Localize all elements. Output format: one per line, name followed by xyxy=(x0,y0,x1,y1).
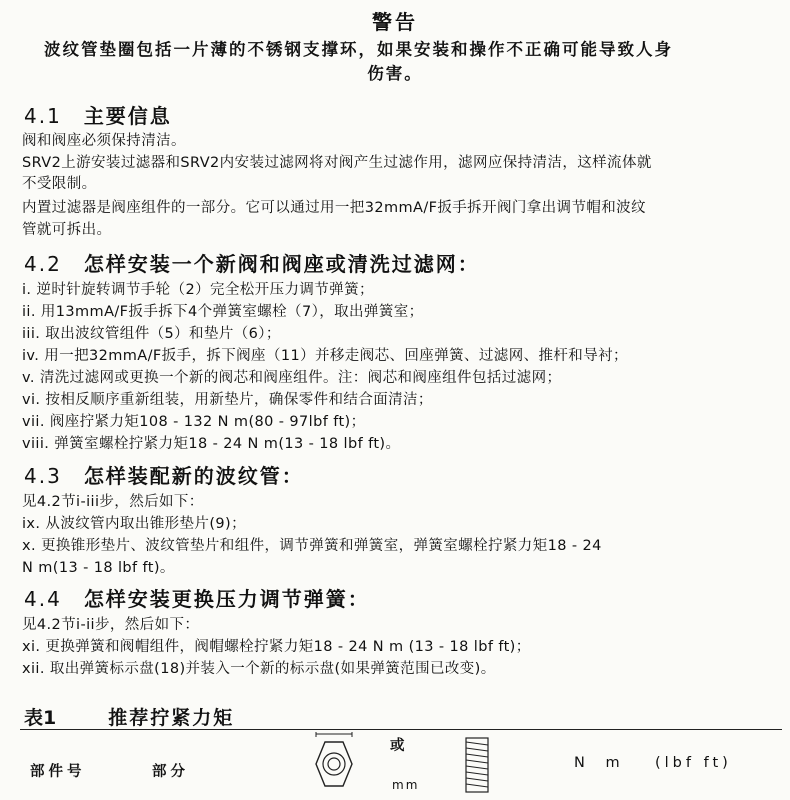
section-4-2-step: viii. 弹簧室螺栓拧紧力矩18 - 24 N m(13 - 18 lbf ft)。 xyxy=(22,436,401,452)
section-4-2-step: iii. 取出波纹管组件（5）和垫片（6）； xyxy=(22,326,281,342)
hex-nut-icon xyxy=(312,732,356,792)
section-4-3-line: 见4.2节i-iii步，然后如下： xyxy=(22,494,204,510)
column-header-nm: N m xyxy=(574,755,628,771)
section-4-4-line: 见4.2节i-ii步，然后如下： xyxy=(22,617,200,633)
table-name: 推荐拧紧力矩 xyxy=(108,707,235,729)
section-title: 主要信息 xyxy=(83,104,172,128)
section-number: 4.1 xyxy=(24,104,62,128)
section-4-2-step: iv. 用一把32mmA/F扳手，拆下阀座（11）并移走阀芯、回座弹簧、过滤网、推杆和导衬； xyxy=(22,348,628,364)
section-number: 4.3 xyxy=(24,464,62,488)
section-4-2-step: v. 清洗过滤网或更换一个新的阀芯和阀座组件。注：阀芯和阀座组件包括过滤网； xyxy=(22,370,562,386)
section-4-1-line: 内置过滤器是阀座组件的一部分。它可以通过用一把32mmA/F扳手拆开阀门拿出调节帽和波纹 xyxy=(22,200,646,216)
column-header-part: 部分 xyxy=(152,764,189,780)
section-4-1-line: SRV2上游安装过滤器和SRV2内安装过滤网将对阀产生过滤作用，滤网应保持清洁，这样流体就 xyxy=(22,155,652,171)
section-heading-4-1 xyxy=(24,100,172,129)
table-title xyxy=(24,703,234,730)
section-4-4-line: xii. 取出弹簧标示盘(18)并装入一个新的标示盘(如果弹簧范围已改变)。 xyxy=(22,661,496,677)
section-number: 4.4 xyxy=(24,587,62,611)
section-4-2-step: vii. 阀座拧紧力矩108 - 132 N m(80 - 97lbf ft)； xyxy=(22,414,366,430)
warning-text-line-2: 伤害。 xyxy=(367,64,423,83)
section-number: 4.2 xyxy=(24,252,62,276)
section-4-3-line: x. 更换锥形垫片、波纹管垫片和组件，调节弹簧和弹簧室，弹簧室螺栓拧紧力矩18 - 24 xyxy=(22,538,602,554)
section-4-1-line: 不受限制。 xyxy=(22,176,97,192)
section-4-4-line: xi. 更换弹簧和阀帽组件，阀帽螺栓拧紧力矩18 - 24 N m (13 - 18 lbf ft)； xyxy=(22,639,531,655)
warning-text-line-1: 波纹管垫圈包括一片薄的不锈钢支撑环，如果安装和操作不正确可能导致人身 xyxy=(44,40,673,59)
warning-title: 警告 xyxy=(372,10,418,34)
table-label: 表1 xyxy=(24,707,57,729)
column-header-or: 或 xyxy=(390,738,405,754)
section-title: 怎样安装更换压力调节弹簧： xyxy=(83,587,370,611)
section-4-3-line: ix. 从波纹管内取出锥形垫片(9)； xyxy=(22,516,246,532)
section-4-1-line: 阀和阀座必须保持清洁。 xyxy=(22,133,186,149)
section-title: 怎样安装一个新阀和阀座或清洗过滤网： xyxy=(83,252,480,276)
section-4-2-step: vi. 按相反顺序重新组装，用新垫片，确保零件和结合面清洁； xyxy=(22,392,433,408)
section-heading-4-4 xyxy=(24,583,370,612)
table-divider xyxy=(20,729,782,730)
section-heading-4-3 xyxy=(24,460,304,489)
section-title: 怎样装配新的波纹管： xyxy=(83,464,304,488)
section-4-1-line: 管就可拆出。 xyxy=(22,222,112,238)
column-header-lbf-ft: (lbf ft) xyxy=(655,755,732,771)
column-header-part-no: 部件号 xyxy=(30,764,86,780)
section-4-2-step: i. 逆时针旋转调节手轮（2）完全松开压力调节弹簧； xyxy=(22,282,374,298)
section-4-3-line: N m(13 - 18 lbf ft)。 xyxy=(22,560,175,576)
section-heading-4-2 xyxy=(24,248,480,277)
column-header-mm: mm xyxy=(392,778,420,792)
section-4-2-step: ii. 用13mmA/F扳手拆下4个弹簧室螺栓（7），取出弹簧室； xyxy=(22,304,424,320)
screw-thread-icon xyxy=(462,736,492,796)
